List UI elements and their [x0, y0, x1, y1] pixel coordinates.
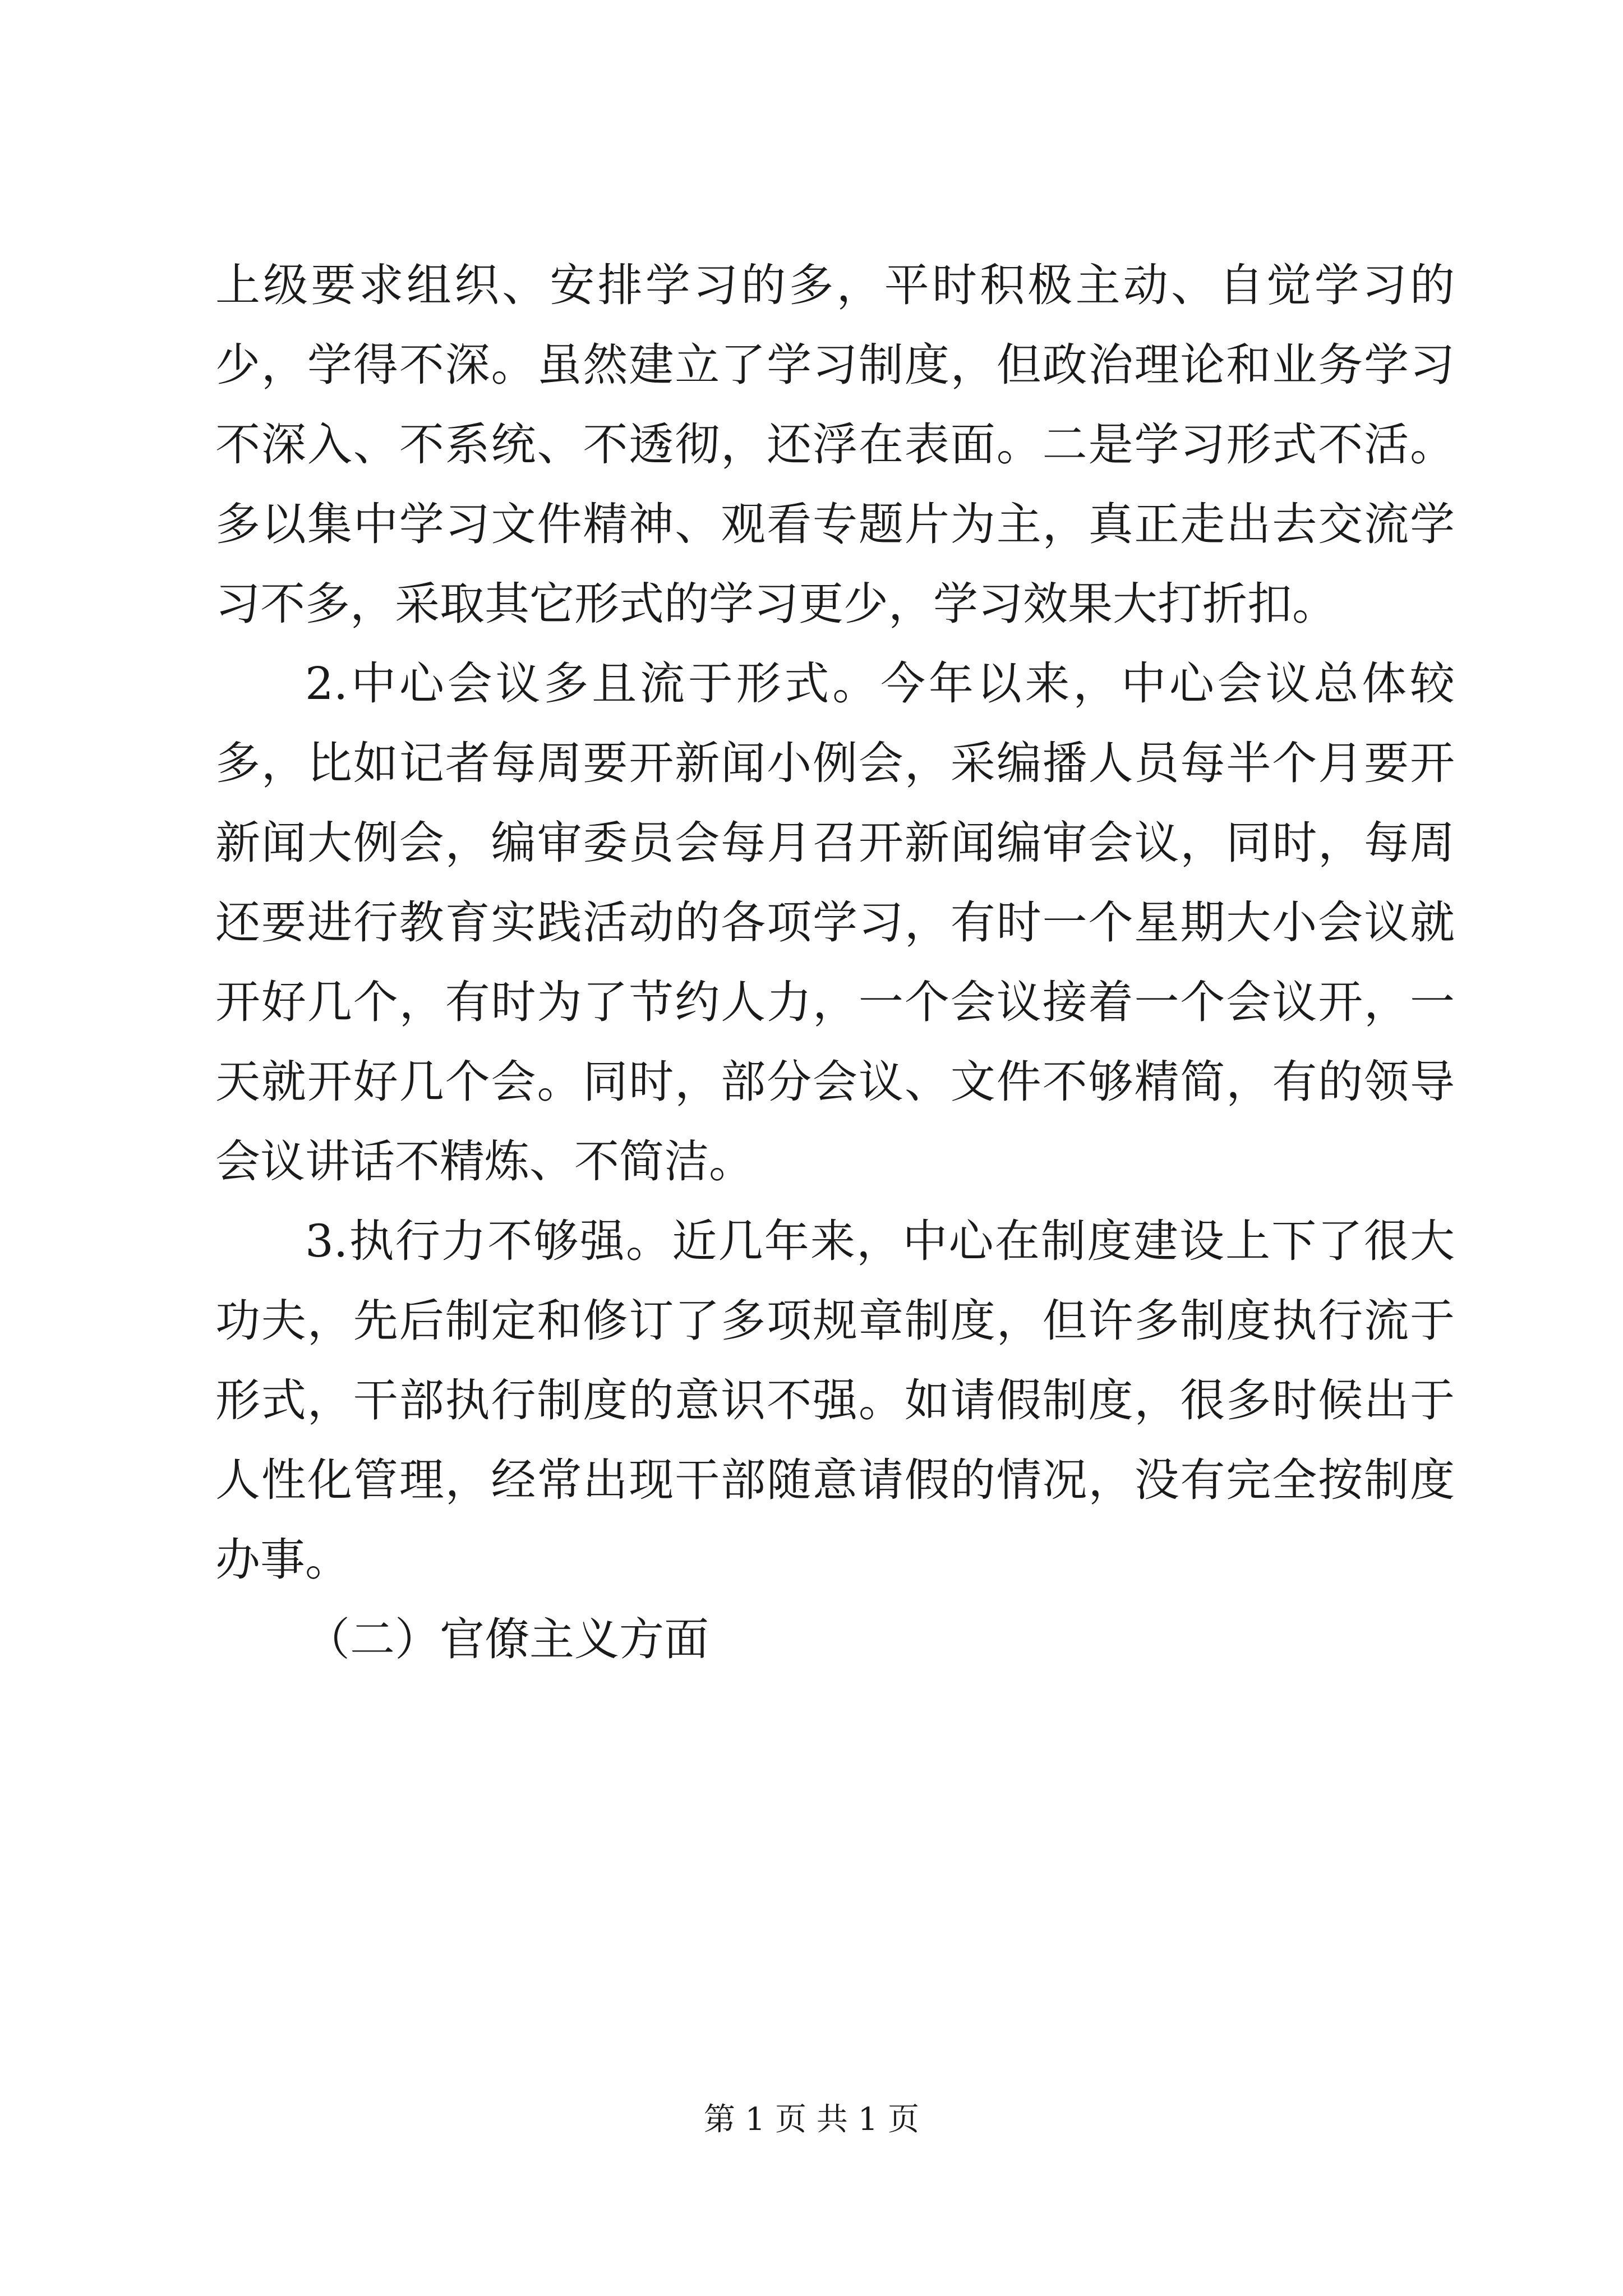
page-footer: 第 1 页 共 1 页: [703, 2101, 920, 2138]
section-heading: （二）官僚主义方面: [305, 1613, 709, 1665]
document-body: [215, 246, 1455, 1680]
paragraph-continuation: 上级要求组织、安排学习的多，平时积极主动、自觉学习的少，学得不深。虽然建立了学习制度，但政治理论和业务学习不深入、不系统、不透彻，还浮在表面。二是学习形式不活。多以集中学习文件精神、观看专题片为主，真正走出去交流学习不多，采取其它形式的学习更少，学习效果大打折扣。: [215, 259, 1455, 630]
paragraph-item-3: 3.执行力不够强。近几年来，中心在制度建设上下了很大功夫，先后制定和修订了多项规章制度，但许多制度执行流于形式，干部执行制度的意识不强。如请假制度，很多时候出于人性化管理，经常出现干部随意请假的情况，没有完全按制度办事。: [215, 1215, 1455, 1586]
paragraph-item-2: 2.中心会议多且流于形式。今年以来，中心会议总体较多，比如记者每周要开新闻小例会，采编播人员每半个月要开新闻大例会，编审委员会每月召开新闻编审会议，同时，每周还要进行教育实践活动的各项学习，有时一个星期大小会议就开好几个，有时为了节约人力，一个会议接着一个会议开，一天就开好几个会。同时，部分会议、文件不够精简，有的领导会议讲话不精炼、不简洁。: [215, 657, 1455, 1188]
